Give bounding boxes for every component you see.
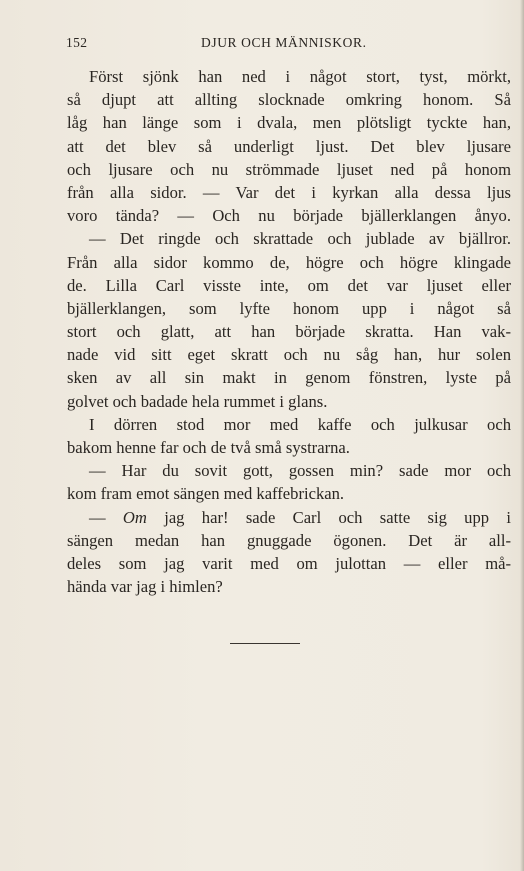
- body-text: [67, 65, 511, 598]
- text-line: deles som jag varit med om julottan — eller må-: [67, 553, 511, 573]
- text-line-with-emphasis: [67, 506, 511, 529]
- running-head: DJUR OCH MÄNNISKOR.: [201, 35, 367, 50]
- text-line: nade vid sitt eget skratt och nu såg han, hur solen: [67, 345, 511, 365]
- text-line: I dörren stod mor med kaffe och julkusar och: [89, 414, 511, 434]
- dash-prefix: —: [89, 507, 123, 527]
- text-line: bjällerklangen, som lyfte honom upp i något så: [67, 298, 511, 318]
- text-line: kom fram emot sängen med kaffebrickan.: [67, 484, 345, 504]
- text-line: från alla sidor. — Var det i kyrkan alla dessa ljus: [67, 182, 511, 202]
- text-line: att det blev så underligt ljust. Det blev ljusare: [67, 136, 511, 156]
- page-number: 152: [66, 35, 88, 50]
- text-line: bakom henne far och de två små systrarna.: [67, 438, 350, 457]
- line-rest: jag har! sade Carl och satte sig upp i: [146, 507, 512, 527]
- text-line: voro tända? — Och nu började bjällerklangen ånyo.: [67, 206, 511, 226]
- text-line: hända var jag i himlen?: [67, 577, 223, 597]
- text-line: så djupt att allting slocknade omkring honom. Så: [67, 90, 511, 110]
- emphasized-word: Om: [122, 507, 147, 527]
- text-line: låg han länge som i dvala, men plötsligt tyckte han,: [67, 113, 511, 133]
- page-header: [66, 35, 496, 55]
- text-line: — Har du sovit gott, gossen min? sade mor och: [89, 461, 511, 481]
- end-rule: [230, 643, 300, 644]
- text-line: stort och glatt, att han började skratta. Han vak-: [67, 322, 511, 342]
- text-line: de. Lilla Carl visste inte, om det var ljuset eller: [67, 275, 511, 295]
- text-line: — Det ringde och skrattade och jublade av bjällror.: [89, 229, 511, 249]
- text-line: och ljusare och nu strömmade ljuset ned på honom: [67, 159, 511, 179]
- text-line: sken av all sin makt in genom fönstren, lyste på: [67, 368, 511, 388]
- text-line: Först sjönk han ned i något stort, tyst, mörkt,: [89, 67, 511, 86]
- text-line: golvet och badade hela rummet i glans.: [67, 391, 328, 411]
- text-line: Från alla sidor kommo de, högre och högre klingade: [67, 252, 511, 272]
- text-line: sängen medan han gnuggade ögonen. Det är all-: [67, 530, 511, 550]
- page-edge-shadow: [520, 0, 524, 871]
